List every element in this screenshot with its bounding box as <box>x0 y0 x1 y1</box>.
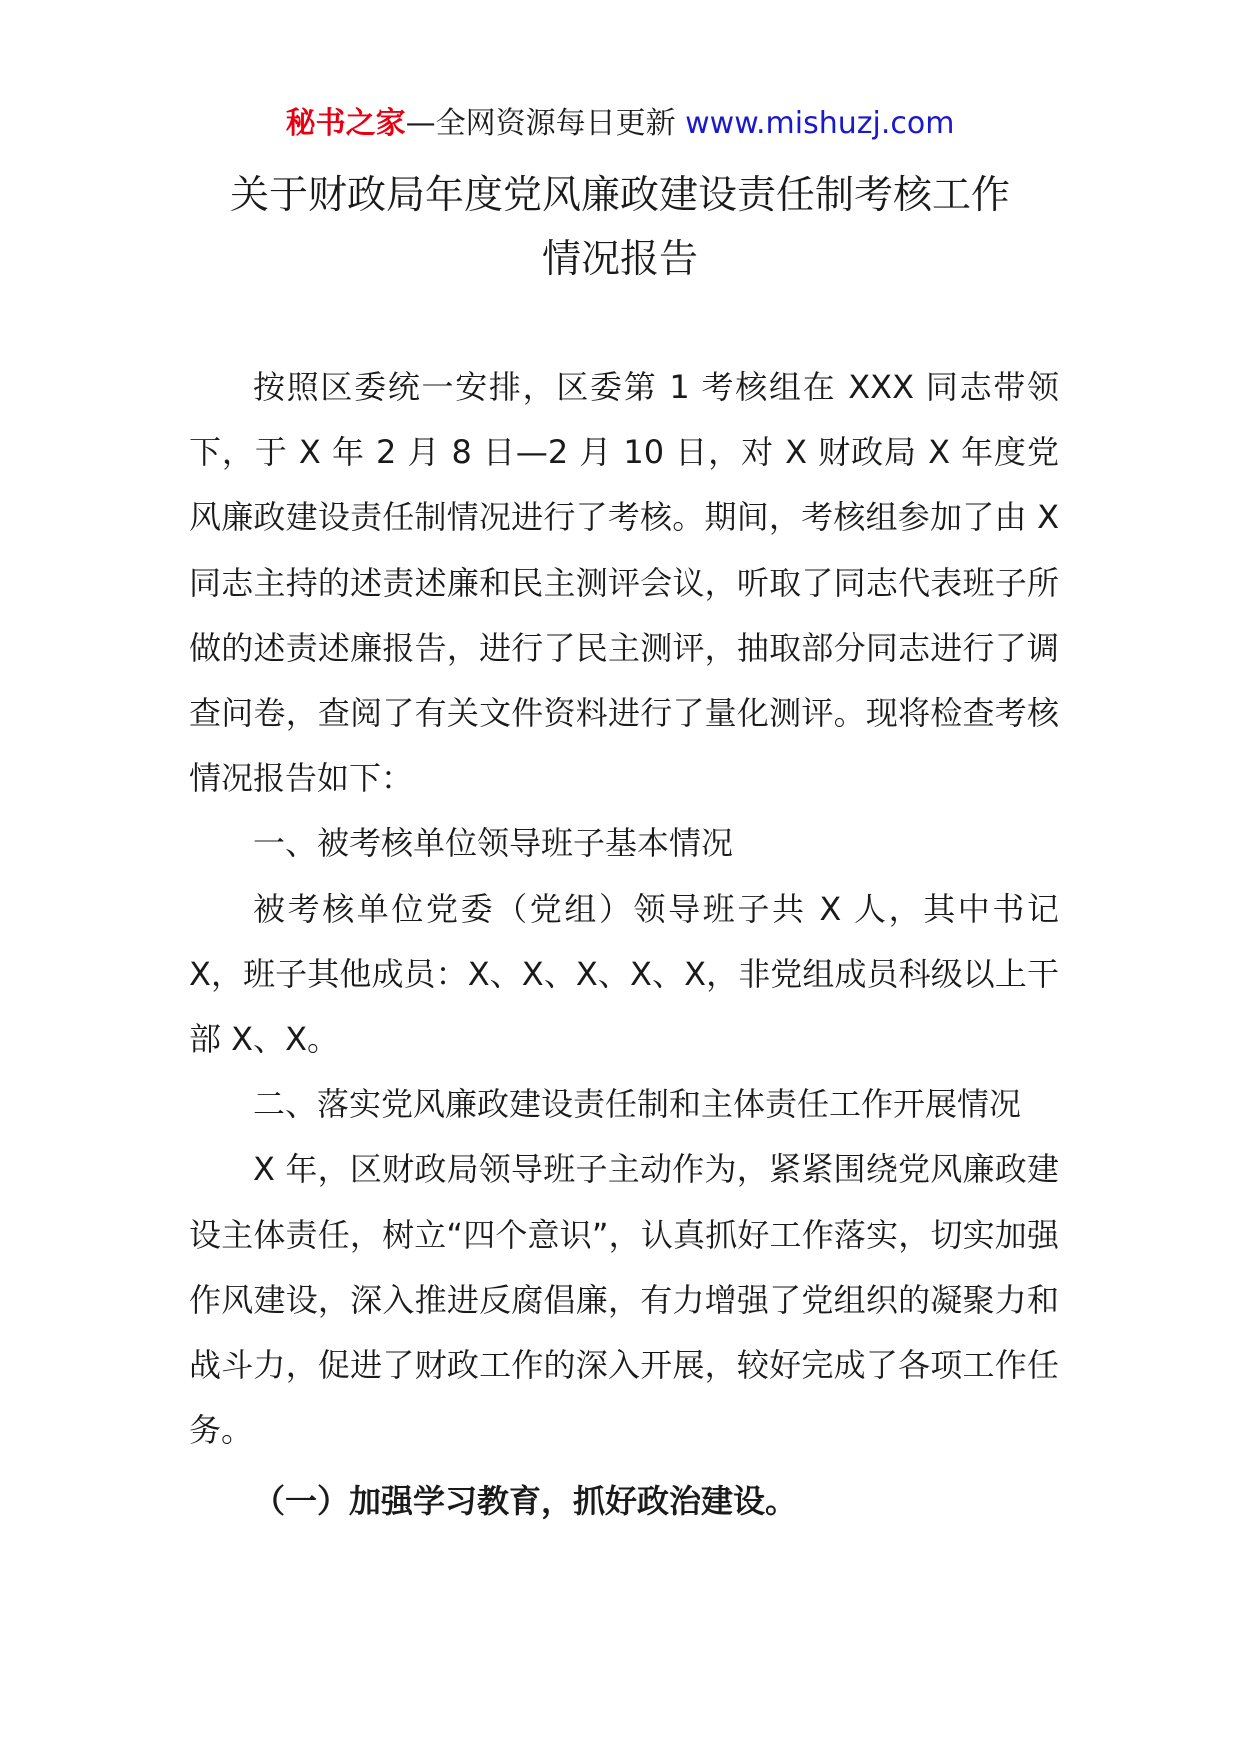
site-url-link[interactable]: www.mishuzj.com <box>685 106 955 141</box>
section-heading-1: 一、被考核单位领导班子基本情况 <box>253 824 734 863</box>
header-slogan: —全网资源每日更新 <box>405 106 686 141</box>
document-body <box>189 355 1059 1535</box>
site-header <box>0 104 1240 144</box>
paragraph-work-summary: X 年，区财政局领导班子主动作为，紧紧围绕党风廉政建设主体责任，树立“四个意识”，认真抓好工作落实，切实加强作风建设，深入推进反腐倡廉，有力增强了党组织的凝聚力和战斗力，促进了财政工作的深入开展，较好完成了各项工作任务。 <box>189 1150 1059 1450</box>
title-line-1: 关于财政局年度党风廉政建设责任制考核工作 <box>229 173 1010 218</box>
paragraph-leadership: 被考核单位党委（党组）领导班子共 X 人，其中书记 X，班子其他成员：X、X、X、X、X，非党组成员科级以上干部 X、X。 <box>189 889 1059 1059</box>
document-title <box>0 164 1240 292</box>
section-heading-2: 二、落实党风廉政建设责任制和主体责任工作开展情况 <box>253 1085 1022 1124</box>
paragraph-intro: 按照区委统一安排，区委第 1 考核组在 XXX 同志带领下，于 X 年 2 月 8 日—2 月 10 日，对 X 财政局 X 年度党风廉政建设责任制情况进行了考核。期间，考核组参加了由 X 同志主持的述责述廉和民主测评会议，听取了同志代表班子所做的述责述廉报告，进行了民主测评，抽取部分同志进行了调查问卷，查阅了有关文件资料进行了量化测评。现将检查考核情况报告如下： <box>189 368 1059 798</box>
title-line-2: 情况报告 <box>541 237 698 282</box>
subsection-heading-1: （一）加强学习教育，抓好政治建设。 <box>253 1482 798 1521</box>
brand-name: 秘书之家 <box>285 106 406 141</box>
